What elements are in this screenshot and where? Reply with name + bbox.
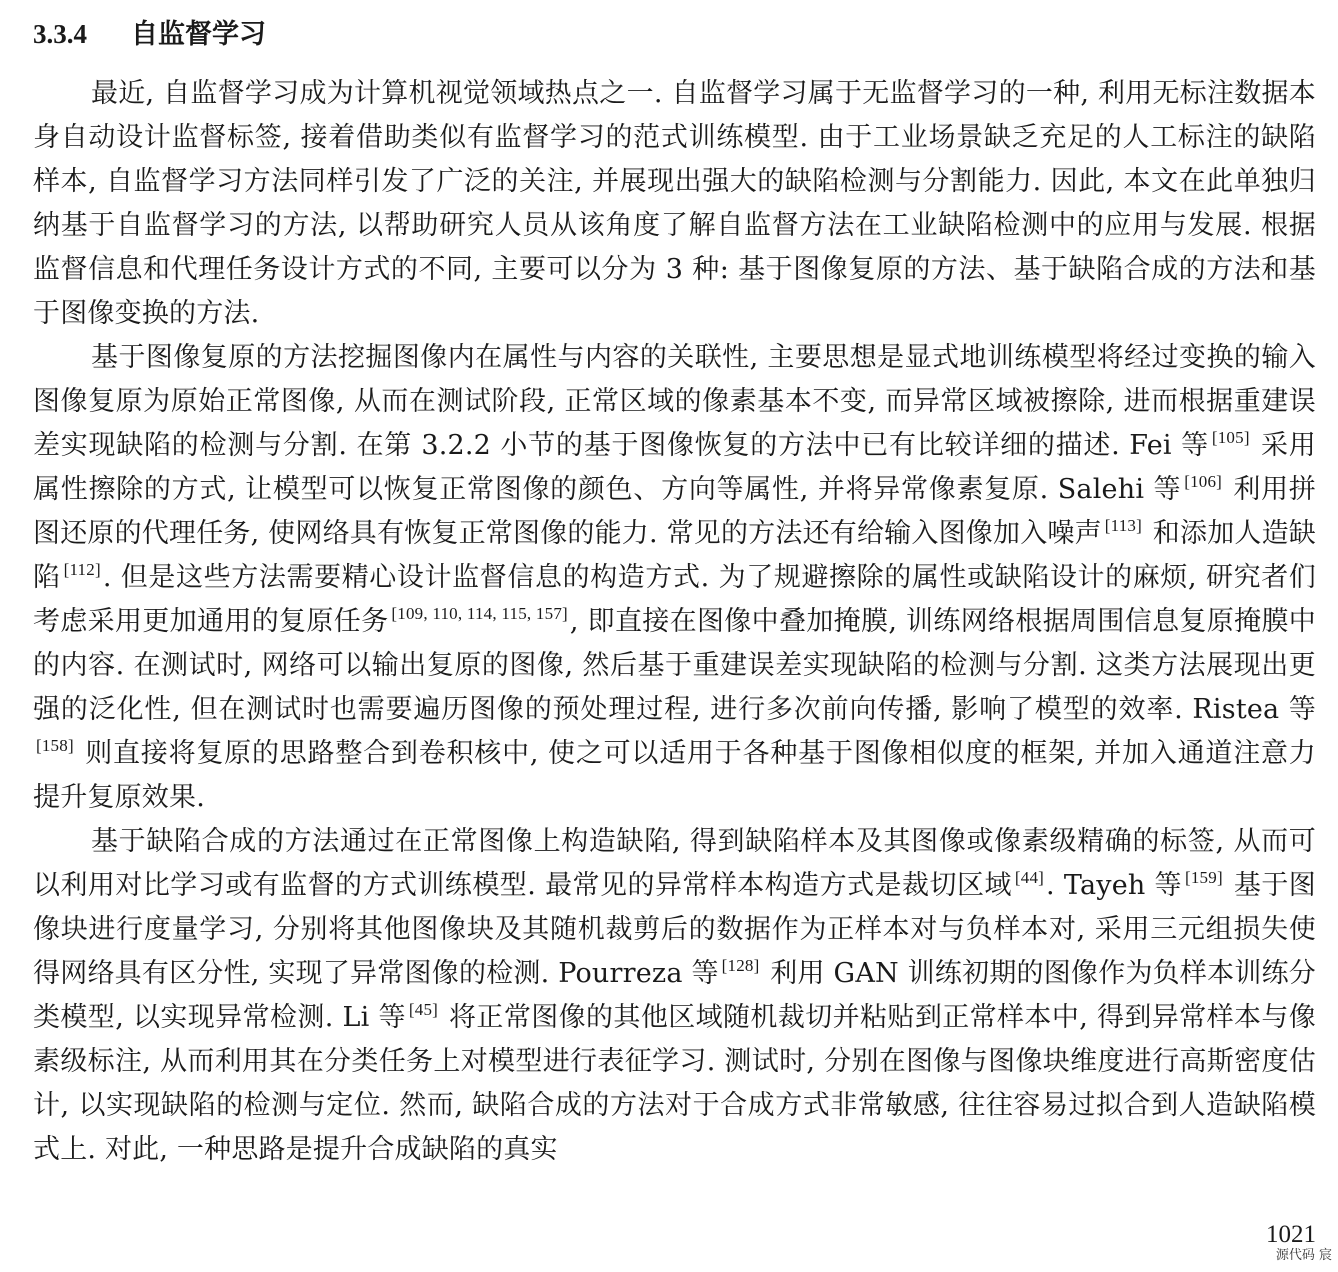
paragraph-text: 则直接将复原的思路整合到卷积核中, 使之可以适用于各种基于图像相似度的框架, 并加入通道注意力提升复原效果. bbox=[33, 738, 1316, 813]
section-number: 3.3.4 bbox=[33, 19, 87, 49]
citation-ref: [109, 110, 114, 115, 157] bbox=[391, 604, 568, 623]
paragraph-text: . Tayeh 等 bbox=[1046, 870, 1182, 901]
paragraph bbox=[33, 72, 1316, 336]
body-text bbox=[33, 72, 1316, 1172]
paragraph-text: 采用属性擦除的方式, 让模型可以恢复正常图像的颜色、方向等属性, 并将异常像素复原. Salehi 等 bbox=[33, 430, 1316, 505]
paragraph-text: , 即直接在图像中叠加掩膜, 训练网络根据周围信息复原掩膜中的内容. 在测试时, 网络可以输出复原的图像, 然后基于重建误差实现缺陷的检测与分割. 这类方法展现出更强的泛化性, 但在测试时也需要遍历图像的预处理过程, 进行多次前向传播, 影响了模型的效率. Ristea 等 bbox=[33, 606, 1316, 725]
paragraph-text: 最近, 自监督学习成为计算机视觉领域热点之一. 自监督学习属于无监督学习的一种, 利用无标注数据本身自动设计监督标签, 接着借助类似有监督学习的范式训练模型. 由于工业场景缺乏充足的人工标注的缺陷样本, 自监督学习方法同样引发了广泛的关注, 并展现出强大的缺陷检测与分割能力. 因此, 本文在此单独归纳基于自监督学习的方法, 以帮助研究人员从该角度了解自监督方法在工业缺陷检测中的应用与发展. 根据监督信息和代理任务设计方式的不同, 主要可以分为 3 种: 基于图像复原的方法、基于缺陷合成的方法和基于图像变换的方法. bbox=[33, 78, 1316, 329]
paragraph-text: 基于图像复原的方法挖掘图像内在属性与内容的关联性, 主要思想是显式地训练模型将经过变换的输入图像复原为原始正常图像, 从而在测试阶段, 正常区域的像素基本不变, 而异常区域被擦除, 进而根据重建误差实现缺陷的检测与分割. 在第 3.2.2 小节的基于图像恢复的方法中已有比较详细的描述. Fei 等 bbox=[33, 342, 1316, 461]
paragraph-text: 利用 GAN 训练初期的图像作为负样本训练分类模型, 以实现异常检测. Li 等 bbox=[33, 958, 1316, 1033]
citation-ref: [112] bbox=[63, 560, 101, 579]
section-heading bbox=[33, 14, 266, 55]
citation-ref: [113] bbox=[1104, 516, 1142, 535]
paragraph-text: 基于图像块进行度量学习, 分别将其他图像块及其随机裁剪后的数据作为正样本对与负样本对, 采用三元组损失使得网络具有区分性, 实现了异常图像的检测. Pourreza 等 bbox=[33, 870, 1316, 989]
paragraph bbox=[33, 820, 1316, 1172]
paragraph-text: 基于缺陷合成的方法通过在正常图像上构造缺陷, 得到缺陷样本及其图像或像素级精确的标签, 从而可以利用对比学习或有监督的方式训练模型. 最常见的异常样本构造方式是裁切区域 bbox=[33, 826, 1316, 901]
citation-ref: [128] bbox=[721, 956, 760, 975]
section-title: 自监督学习 bbox=[131, 19, 266, 50]
watermark-text: 源代码 宸 bbox=[1275, 1248, 1332, 1263]
paragraph-text: 和添加人造缺陷 bbox=[33, 518, 1316, 593]
citation-ref: [106] bbox=[1184, 472, 1223, 491]
citation-ref: [159] bbox=[1185, 868, 1223, 887]
paragraph bbox=[33, 336, 1316, 820]
citation-ref: [44] bbox=[1014, 868, 1045, 887]
citation-ref: [105] bbox=[1211, 428, 1250, 447]
citation-ref: [158] bbox=[36, 736, 74, 755]
paragraph-text: 利用拼图还原的代理任务, 使网络具有恢复正常图像的能力. 常见的方法还有给输入图像加入噪声 bbox=[33, 474, 1316, 549]
paragraph-text: . 但是这些方法需要精心设计监督信息的构造方式. 为了规避擦除的属性或缺陷设计的麻烦, 研究者们考虑采用更加通用的复原任务 bbox=[33, 562, 1317, 637]
citation-ref: [45] bbox=[408, 1000, 439, 1019]
paragraph-text: 将正常图像的其他区域随机裁切并粘贴到正常样本中, 得到异常样本与像素级标注, 从而利用其在分类任务上对模型进行表征学习. 测试时, 分别在图像与图像块维度进行高斯密度估计, 以实现缺陷的检测与定位. 然而, 缺陷合成的方法对于合成方式非常敏感, 往往容易过拟合到人造缺陷模式上. 对此, 一种思路是提升合成缺陷的真实 bbox=[33, 1002, 1317, 1165]
page-number: 1021 bbox=[1266, 1221, 1316, 1248]
